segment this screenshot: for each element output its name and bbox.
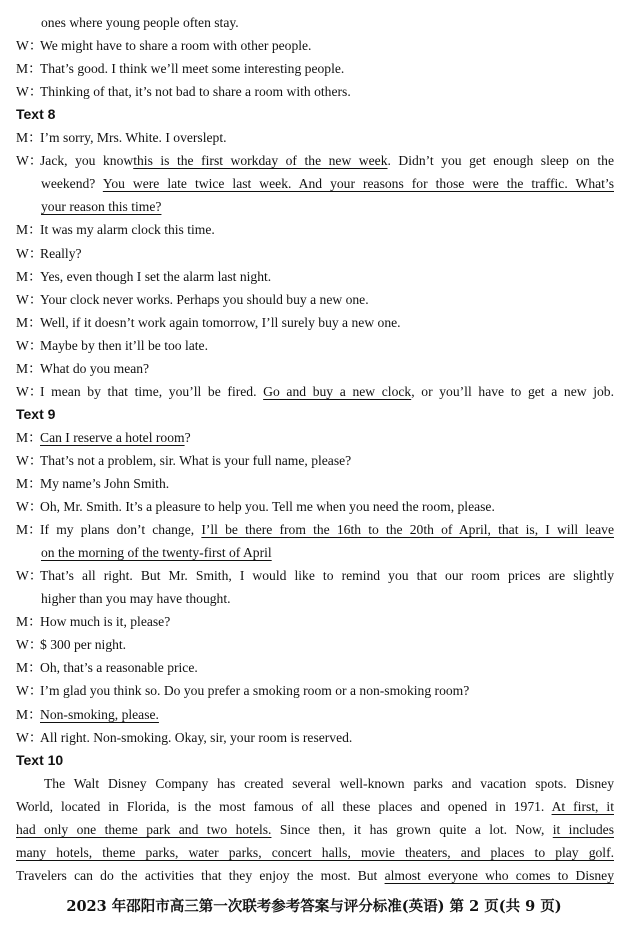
line-text: weekend? <box>41 176 103 192</box>
transcript-line <box>16 311 614 334</box>
transcript-line <box>16 864 614 887</box>
underlined-answer-text: it includes <box>552 821 614 837</box>
speaker-label: W： <box>16 452 43 468</box>
transcript-line <box>16 772 614 795</box>
transcript-line <box>16 172 614 195</box>
line-text: It was my alarm clock this time. <box>40 222 215 238</box>
line-text: Thinking of that, it’s not bad to share a room with others. <box>40 84 351 100</box>
line-text: I’m sorry, Mrs. White. I overslept. <box>40 130 227 146</box>
speaker-label: W： <box>16 729 43 745</box>
line-text: , or you’ll have to get a new job. <box>411 383 614 399</box>
underlined-answer-text: I’ll be there from the 16th to the 20th of April, that is, I will leave <box>201 522 614 538</box>
line-text: I’m glad you think so. Do you prefer a smoking room or a non-smoking room? <box>40 683 470 699</box>
line-text: Oh, that’s a reasonable price. <box>40 660 198 676</box>
line-text: How much is it, please? <box>40 614 171 630</box>
speaker-label: M： <box>16 660 42 676</box>
speaker-label: W： <box>16 337 43 353</box>
speaker-label: M： <box>16 429 42 445</box>
page-footer: 2023 年邵阳市高三第一次联考参考答案与评分标准(英语) 第 2 页(共 9 页) <box>66 898 562 915</box>
underlined-answer-text: You were late twice last week. And your reasons for those were the traffic. What’s <box>102 176 614 192</box>
line-text: Your clock never works. Perhaps you should buy a new one. <box>40 291 369 307</box>
transcript-line <box>16 472 614 495</box>
transcript-line <box>16 357 614 380</box>
underlined-answer-text: Non-smoking, please. <box>40 706 159 722</box>
line-text: Really? <box>40 245 82 261</box>
line-text: That’s not a problem, sir. What is your full name, please? <box>40 452 352 468</box>
transcript-line <box>16 818 614 841</box>
underlined-answer-text: had only one theme park and two hotels. <box>16 821 272 837</box>
speaker-label: W： <box>16 383 43 399</box>
line-text: That’s all right. But Mr. Smith, I would like to remind you that our room prices are slightly <box>40 568 614 584</box>
transcript-line <box>16 633 614 656</box>
speaker-label: W： <box>16 637 43 653</box>
transcript-line <box>16 656 614 679</box>
line-text: What do you mean? <box>40 360 150 376</box>
transcript-line <box>16 80 614 103</box>
speaker-label: M： <box>16 130 42 146</box>
section-heading: Text 9 <box>16 405 56 422</box>
line-text: That’s good. I think we’ll meet some interesting people. <box>40 61 345 77</box>
line-text: Jack, you know <box>40 153 134 169</box>
transcript-line <box>16 449 614 472</box>
line-text: . Didn’t you get enough sleep on the <box>387 153 614 169</box>
transcript-line <box>16 495 614 518</box>
line-text: The Walt Disney Company has created several well-known parks and vacation spots. Disney <box>44 775 614 791</box>
transcript-line <box>16 795 614 818</box>
speaker-label: M： <box>16 360 42 376</box>
transcript-line <box>16 541 614 564</box>
line-text: My name’s John Smith. <box>40 476 170 491</box>
line-text: ones where young people often stay. <box>41 15 239 30</box>
speaker-label: M： <box>16 268 42 284</box>
underlined-answer-text: this is the first workday of the new week <box>133 153 388 169</box>
speaker-label: W： <box>16 683 43 699</box>
transcript-line <box>16 610 614 633</box>
speaker-label: M： <box>16 522 42 538</box>
line-text: ? <box>184 429 191 445</box>
speaker-label: W： <box>16 153 43 169</box>
transcript-line <box>16 149 614 172</box>
transcript-line <box>16 265 614 288</box>
line-text: If my plans don’t change, <box>40 522 202 538</box>
speaker-label: M： <box>16 706 42 722</box>
line-text: World, located in Florida, is the most famous of all these places and opened in 1971. <box>16 798 552 814</box>
speaker-label: W： <box>16 568 43 584</box>
transcript-line <box>16 587 614 610</box>
line-text: I mean by that time, you’ll be fired. <box>40 383 264 399</box>
transcript-line <box>16 426 614 449</box>
transcript-line <box>16 242 614 265</box>
underlined-answer-text: At first, it <box>551 798 614 814</box>
underlined-answer-text: Can I reserve a hotel room <box>40 429 185 445</box>
line-text: Yes, even though I set the alarm last night. <box>40 268 272 284</box>
transcript-line <box>16 34 614 57</box>
underlined-answer-text: many hotels, theme parks, water parks, concert halls, movie theaters, and places to play golf. <box>16 844 614 860</box>
line-text: Travelers can do the activities that they enjoy the most. But <box>16 867 385 883</box>
section-heading: Text 10 <box>16 751 64 768</box>
line-text: Since then, it has grown quite a lot. Now, <box>271 821 553 837</box>
transcript-line <box>16 679 614 702</box>
transcript-line <box>16 841 614 864</box>
line-text: $ 300 per night. <box>40 637 127 653</box>
transcript-line <box>16 334 614 357</box>
line-text: Oh, Mr. Smith. It’s a pleasure to help you. Tell me when you need the room, please. <box>40 499 495 515</box>
speaker-label: W： <box>16 245 43 261</box>
speaker-label: W： <box>16 84 43 100</box>
speaker-label: M： <box>16 614 42 630</box>
speaker-label: M： <box>16 222 42 238</box>
transcript-line <box>16 726 614 749</box>
line-text: Maybe by then it’ll be too late. <box>40 337 208 353</box>
transcript-line <box>16 564 614 587</box>
transcript-line <box>16 126 614 149</box>
transcript-line <box>16 218 614 241</box>
line-text: higher than you may have thought. <box>41 591 231 607</box>
speaker-label: W： <box>16 499 43 515</box>
underlined-answer-text: almost everyone who comes to Disney <box>384 867 614 883</box>
underlined-answer-text: your reason this time? <box>41 199 162 215</box>
underlined-answer-text: Go and buy a new clock <box>263 383 412 399</box>
speaker-label: M： <box>16 476 42 491</box>
speaker-label: W： <box>16 291 43 307</box>
speaker-label: W： <box>16 38 43 54</box>
line-text: All right. Non-smoking. Okay, sir, your room is reserved. <box>40 729 353 745</box>
transcript-line <box>16 57 614 80</box>
transcript-line <box>16 11 614 34</box>
transcript-line <box>16 518 614 541</box>
transcript-line <box>16 195 614 218</box>
transcript-line <box>16 380 614 403</box>
underlined-answer-text: on the morning of the twenty-first of April <box>41 545 272 561</box>
line-text: We might have to share a room with other people. <box>40 38 312 54</box>
speaker-label: M： <box>16 314 42 330</box>
transcript-line <box>16 703 614 726</box>
section-heading: Text 8 <box>16 106 56 123</box>
line-text: Well, if it doesn’t work again tomorrow, I’ll surely buy a new one. <box>40 314 401 330</box>
transcript-line <box>16 288 614 311</box>
speaker-label: M： <box>16 61 42 77</box>
